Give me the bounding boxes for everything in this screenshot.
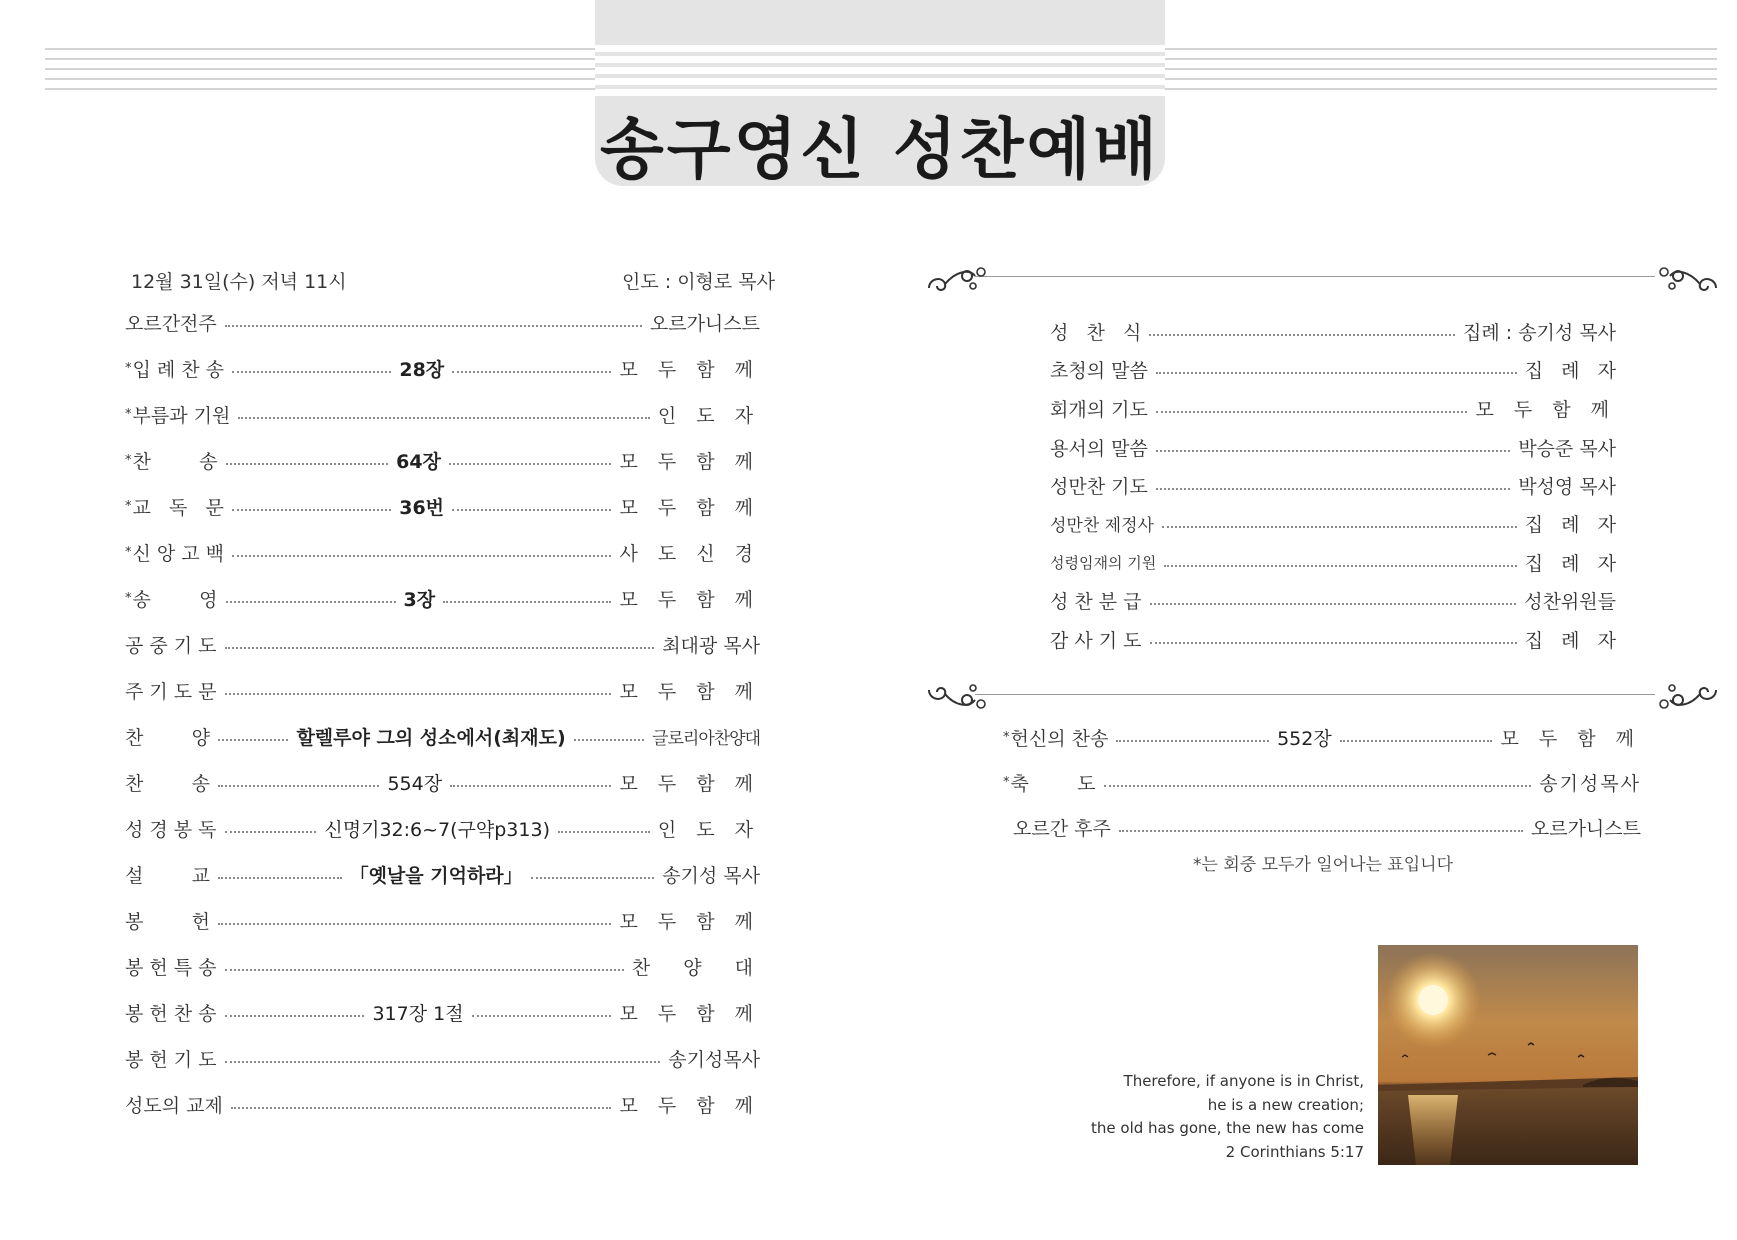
- order-item: [125, 997, 760, 1027]
- order-item: [125, 399, 760, 429]
- dot-leader: [1156, 372, 1517, 374]
- dot-leader: [1164, 565, 1516, 567]
- communion-item: [1050, 547, 1616, 577]
- dot-leader: [218, 923, 611, 925]
- dot-leader: [531, 877, 655, 879]
- item-detail: 할렐루야 그의 성소에서(최재도): [296, 726, 566, 749]
- dot-leader: [225, 693, 612, 695]
- dot-leader: [225, 647, 655, 649]
- item-label: 회개의 기도: [1050, 398, 1148, 421]
- order-item: [125, 721, 760, 751]
- item-performer: 송기성목사: [1539, 772, 1641, 795]
- dot-leader: [574, 739, 644, 741]
- item-label: [125, 585, 218, 612]
- standing-mark-icon: *: [1003, 729, 1010, 745]
- item-performer: 사 도 신 경: [619, 542, 760, 565]
- item-label: 찬 송: [125, 772, 211, 795]
- dot-leader: [558, 831, 650, 833]
- dot-leader: [1119, 830, 1523, 832]
- item-performer: 모 두 함 께: [1500, 727, 1642, 750]
- item-label-text: 부름과 기원: [132, 404, 231, 427]
- item-performer: 박성영 목사: [1518, 475, 1616, 498]
- item-performer: 모 두 함 께: [619, 1094, 760, 1117]
- item-performer: 집 례 자: [1524, 359, 1616, 382]
- tab-stripe: [595, 67, 1165, 74]
- dot-leader: [1149, 334, 1455, 336]
- scripture-verse: [1004, 1070, 1364, 1164]
- dot-leader: [238, 417, 650, 419]
- item-label: 감 사 기 도: [1050, 629, 1142, 652]
- item-label-text: 교 독 문: [132, 496, 224, 519]
- dot-leader: [218, 785, 379, 787]
- item-label: 성만찬 제정사: [1050, 515, 1154, 536]
- item-detail: 신명기32:6~7(구약p313): [324, 818, 550, 841]
- item-performer: 인 도 자: [657, 818, 760, 841]
- item-detail: 36번: [399, 496, 445, 519]
- tab-stripe: [595, 56, 1165, 63]
- item-label: [125, 447, 218, 474]
- communion-item: [1050, 508, 1616, 538]
- item-detail: 552장: [1277, 727, 1332, 750]
- service-date: 12월 31일(수) 저녁 11시: [131, 271, 347, 293]
- order-item: [125, 905, 760, 935]
- dot-leader: [1104, 785, 1532, 787]
- item-label: 성 찬 분 급: [1050, 590, 1142, 613]
- item-label: 성만찬 기도: [1050, 475, 1148, 498]
- order-item: [125, 859, 760, 889]
- communion-item: [1050, 354, 1616, 384]
- item-label: 오르간전주: [125, 312, 217, 335]
- standing-mark-icon: *: [125, 544, 132, 560]
- dot-leader: [1156, 411, 1468, 413]
- order-item: [125, 583, 760, 613]
- item-performer: 찬 양 대: [631, 956, 760, 979]
- item-label: 성도의 교제: [125, 1094, 223, 1117]
- communion-item: [1050, 624, 1616, 654]
- item-label-text: 신 앙 고 백: [132, 542, 225, 565]
- flourish-right-icon: [1650, 258, 1720, 298]
- service-leader: 인도 : 이형로 목사: [622, 271, 775, 293]
- item-detail: 3장: [403, 588, 436, 611]
- dot-leader: [1150, 603, 1517, 605]
- item-label: 봉 헌 찬 송: [125, 1002, 217, 1025]
- dot-leader: [1156, 488, 1510, 490]
- item-label-text: 찬 송: [132, 450, 218, 473]
- order-item: [125, 445, 760, 475]
- item-performer: 집 례 자: [1524, 513, 1616, 536]
- dot-leader: [443, 601, 611, 603]
- sermon-title: 「옛날을 기억하라」: [349, 864, 523, 887]
- standing-mark-icon: *: [125, 360, 132, 376]
- item-performer: 모 두 함 께: [619, 680, 760, 703]
- item-performer: 모 두 함 께: [619, 358, 761, 381]
- flourish-left-icon: [925, 676, 995, 716]
- item-performer: 인 도 자: [657, 404, 760, 427]
- verse-line: he is a new creation;: [1207, 1095, 1364, 1114]
- item-label: 봉 헌: [125, 910, 211, 933]
- item-label: [125, 401, 230, 428]
- closing-item: [1003, 767, 1641, 797]
- item-label: [1003, 724, 1108, 751]
- dot-leader: [1156, 450, 1510, 452]
- item-performer: 모 두 함 께: [619, 1002, 761, 1025]
- item-label: 봉 헌 특 송: [125, 956, 217, 979]
- dot-leader: [232, 555, 611, 557]
- sunset-photo: [1378, 945, 1638, 1165]
- dot-leader: [226, 463, 389, 465]
- dot-leader: [218, 877, 342, 879]
- item-label-text: 송 영: [132, 588, 218, 611]
- ornamental-divider: [975, 694, 1655, 695]
- dot-leader: [1150, 642, 1517, 644]
- dot-leader: [225, 831, 317, 833]
- dot-leader: [449, 463, 612, 465]
- tab-stripe: [595, 45, 1165, 52]
- communion-item: [1050, 585, 1616, 615]
- standing-mark-icon: *: [125, 498, 132, 514]
- verse-reference: 2 Corinthians 5:17: [1225, 1142, 1364, 1161]
- item-label: 용서의 말씀: [1050, 437, 1148, 460]
- flourish-right-icon: [1650, 676, 1720, 716]
- dot-leader: [225, 969, 624, 971]
- item-detail: 64장: [396, 450, 441, 473]
- dot-leader: [472, 1015, 612, 1017]
- item-detail: 317장 1절: [372, 1002, 464, 1025]
- dot-leader: [452, 371, 611, 373]
- tab-stripe: [595, 89, 1165, 96]
- flourish-left-icon: [925, 258, 995, 298]
- item-label-text: 헌신의 찬송: [1010, 727, 1109, 750]
- dot-leader: [450, 785, 611, 787]
- item-label: 설 교: [125, 864, 211, 887]
- item-label: 초청의 말씀: [1050, 359, 1148, 382]
- communion-item: [1050, 316, 1616, 346]
- item-label: [125, 539, 224, 566]
- item-label: [1003, 769, 1096, 796]
- dot-leader: [231, 1107, 612, 1109]
- item-performer: 모 두 함 께: [1475, 398, 1616, 421]
- standing-note: *는 회중 모두가 일어나는 표입니다: [1193, 855, 1454, 875]
- order-item: [125, 675, 760, 705]
- item-performer: 모 두 함 께: [619, 910, 760, 933]
- item-label: 성 경 봉 독: [125, 818, 217, 841]
- standing-mark-icon: *: [125, 452, 132, 468]
- item-performer: 오르가니스트: [1530, 817, 1641, 840]
- item-performer: 모 두 함 께: [619, 496, 760, 519]
- item-label-text: 축 도: [1010, 772, 1096, 795]
- order-item: [125, 629, 760, 659]
- order-item: [125, 307, 760, 337]
- verse-line: the old has gone, the new has come: [1091, 1119, 1364, 1137]
- order-item: [125, 491, 760, 521]
- item-label: 주 기 도 문: [125, 680, 217, 703]
- item-label: [125, 355, 224, 382]
- item-performer: 송기성 목사: [662, 864, 760, 887]
- page-title: 송구영신 성찬예배: [599, 110, 1161, 188]
- item-performer: 박승준 목사: [1518, 437, 1616, 460]
- order-item: [125, 353, 760, 383]
- item-label: 찬 양: [125, 726, 211, 749]
- item-performer: 모 두 함 께: [619, 450, 760, 473]
- item-label: 봉 헌 기 도: [125, 1048, 217, 1071]
- dot-leader: [225, 1061, 661, 1063]
- item-performer: 송기성목사: [668, 1048, 760, 1071]
- item-detail: 554장: [387, 772, 443, 795]
- item-detail: 28장: [399, 358, 445, 381]
- dot-leader: [1116, 740, 1269, 742]
- dot-leader: [225, 325, 642, 327]
- item-label-text: 입 례 찬 송: [132, 358, 225, 381]
- closing-item: [1003, 722, 1641, 752]
- standing-mark-icon: *: [1003, 774, 1010, 790]
- order-item: [125, 1089, 760, 1119]
- dot-leader: [1162, 526, 1517, 528]
- dot-leader: [232, 371, 391, 373]
- item-performer: 모 두 함 께: [619, 772, 761, 795]
- dot-leader: [1340, 740, 1493, 742]
- item-performer: 성찬위원들: [1524, 590, 1616, 613]
- communion-item: [1050, 432, 1616, 462]
- ornamental-divider: [975, 276, 1655, 277]
- item-label: 성 찬 식: [1050, 321, 1142, 344]
- closing-item: [1003, 812, 1641, 842]
- item-performer: 글로리아찬양대: [652, 728, 761, 749]
- tab-stripe: [595, 78, 1165, 85]
- order-item: [125, 1043, 760, 1073]
- verse-line: Therefore, if anyone is in Christ,: [1123, 1072, 1364, 1090]
- item-label: 성령임재의 기원: [1050, 553, 1157, 572]
- dot-leader: [232, 509, 391, 511]
- dot-leader: [452, 509, 611, 511]
- item-performer: 집례 : 송기성 목사: [1463, 321, 1616, 344]
- item-label: [125, 493, 224, 520]
- standing-mark-icon: *: [125, 590, 132, 606]
- item-label: 공 중 기 도: [125, 634, 217, 657]
- order-item: [125, 767, 760, 797]
- title-tab: [595, 0, 1165, 186]
- item-label: 오르간 후주: [1013, 817, 1111, 840]
- dot-leader: [226, 601, 396, 603]
- communion-item: [1050, 393, 1616, 423]
- order-item: [125, 813, 760, 843]
- order-item: [125, 951, 760, 981]
- item-performer: 모 두 함 께: [619, 588, 760, 611]
- dot-leader: [218, 739, 288, 741]
- item-performer: 최대광 목사: [662, 634, 760, 657]
- dot-leader: [225, 1015, 365, 1017]
- item-performer: 집 례 자: [1524, 629, 1616, 652]
- item-performer: 집 례 자: [1524, 552, 1616, 575]
- communion-item: [1050, 470, 1616, 500]
- item-performer: 오르가니스트: [649, 312, 760, 335]
- standing-mark-icon: *: [125, 406, 132, 422]
- order-item: [125, 537, 760, 567]
